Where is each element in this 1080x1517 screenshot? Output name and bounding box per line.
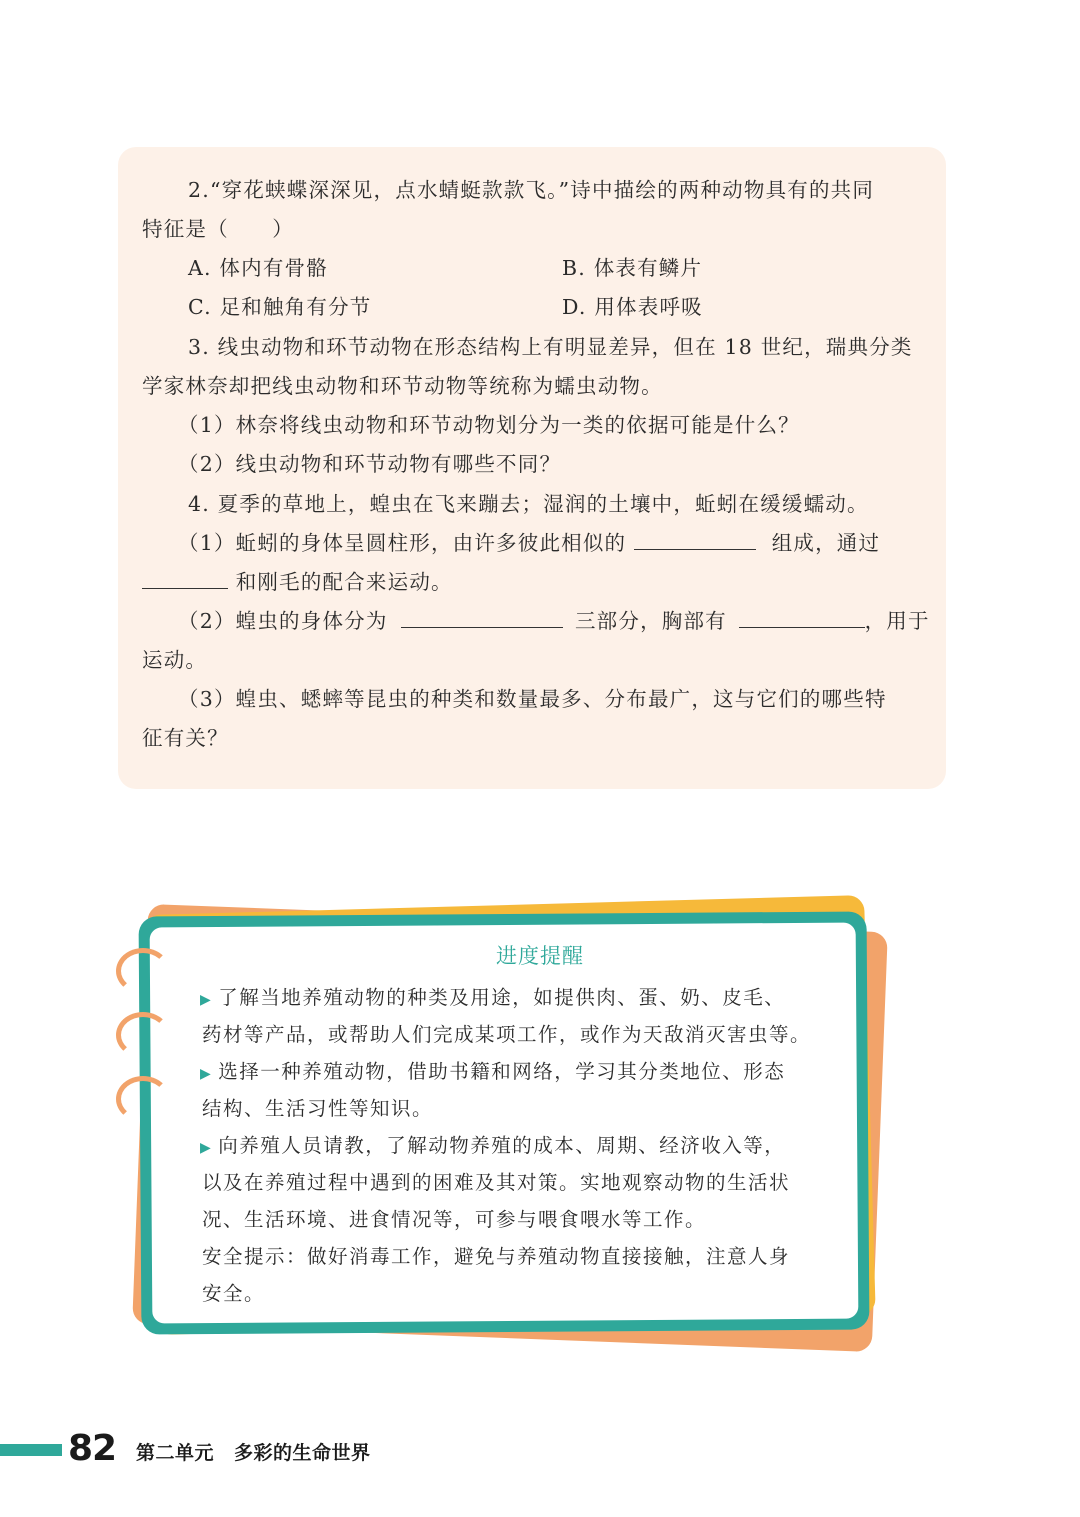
q2-option-b: B. 体表有鳞片 (562, 256, 703, 280)
progress-card (139, 911, 870, 1334)
q4-sub2-line2: 运动。 (142, 648, 208, 672)
answer-blank[interactable] (739, 607, 865, 628)
progress-item-2-line1: ▶ 选择一种养殖动物，借助书籍和网络，学习其分类地位、形态 (200, 1060, 786, 1083)
progress-item-1-line1: ▶ 了解当地养殖动物的种类及用途，如提供肉、蛋、奶、皮毛、 (200, 986, 786, 1009)
q4-sub2-line1 (178, 607, 930, 635)
footer-unit (136, 1438, 371, 1465)
unit-title: 多彩的生命世界 (234, 1442, 371, 1464)
q4-sub1-text-b: 组成，通过 (771, 531, 881, 555)
progress-item-3-line1: ▶ 向养殖人员请教，了解动物养殖的成本、周期、经济收入等， (200, 1134, 786, 1157)
q3-sub2: （2）线虫动物和环节动物有哪些不同？ (178, 452, 562, 476)
progress-title: 进度提醒 (496, 944, 584, 968)
q3-line1: 3. 线虫动物和环节动物在形态结构上有明显差异，但在 18 世纪，瑞典分类 (188, 335, 913, 359)
progress-item-1-line2: 药材等产品，或帮助人们完成某项工作，或作为天敌消灭害虫等。 (202, 1023, 812, 1046)
q4-sub3-line2: 征有关？ (142, 726, 229, 750)
progress-item-2-line2: 结构、生活习性等知识。 (202, 1097, 434, 1120)
triangle-bullet-icon: ▶ (200, 1066, 213, 1082)
answer-blank[interactable] (634, 529, 756, 550)
q4-sub2-text-a: （2）蝗虫的身体分为 (178, 609, 388, 633)
answer-blank[interactable] (142, 568, 228, 589)
q4-line1: 4. 夏季的草地上，蝗虫在飞来蹦去；湿润的土壤中，蚯蚓在缓缓蠕动。 (188, 492, 869, 516)
answer-blank[interactable] (401, 607, 563, 628)
progress-item-3-line3: 况、生活环境、进食情况等，可参与喂食喂水等工作。 (202, 1208, 707, 1231)
q3-sub1: （1）林奈将线虫动物和环节动物划分为一类的依据可能是什么？ (178, 413, 800, 437)
q2-option-a: A. 体内有骨骼 (188, 256, 328, 280)
q4-sub1-text-a: （1）蚯蚓的身体呈圆柱形，由许多彼此相似的 (178, 531, 627, 555)
triangle-bullet-icon: ▶ (200, 1140, 213, 1156)
q2-line1: 2.“穿花蛱蝶深深见，点水蜻蜓款款飞。”诗中描绘的两种动物具有的共同 (188, 178, 875, 202)
q2-option-c: C. 足和触角有分节 (188, 295, 372, 319)
q4-sub1-line1 (178, 529, 880, 557)
unit-label: 第二单元 (136, 1442, 215, 1464)
binder-ring-icon (116, 1076, 170, 1122)
page-number: 82 (68, 1428, 117, 1469)
q2-line2: 特征是（ ） (142, 217, 294, 241)
safety-tip-line1: 安全提示：做好消毒工作，避免与养殖动物直接接触，注意人身 (202, 1245, 791, 1268)
q4-sub3-line1: （3）蝗虫、蟋蟀等昆虫的种类和数量最多、分布最广，这与它们的哪些特 (178, 687, 887, 711)
footer-accent-bar (0, 1444, 62, 1456)
triangle-bullet-icon: ▶ (200, 992, 213, 1008)
q4-sub2-text-b: 三部分，胸部有 (574, 609, 727, 633)
q4-sub1-text-c: 和刚毛的配合来运动。 (235, 570, 453, 594)
binder-ring-icon (116, 1012, 170, 1058)
q2-option-d: D. 用体表呼吸 (562, 295, 703, 319)
safety-tip-line2: 安全。 (202, 1282, 266, 1305)
q3-line2: 学家林奈却把线虫动物和环节动物等统称为蠕虫动物。 (142, 374, 663, 398)
q4-sub2-text-c: ，用于 (864, 609, 930, 633)
q4-sub1-line2 (142, 568, 453, 596)
progress-item-3-line2: 以及在养殖过程中遇到的困难及其对策。实地观察动物的生活状 (202, 1171, 791, 1194)
